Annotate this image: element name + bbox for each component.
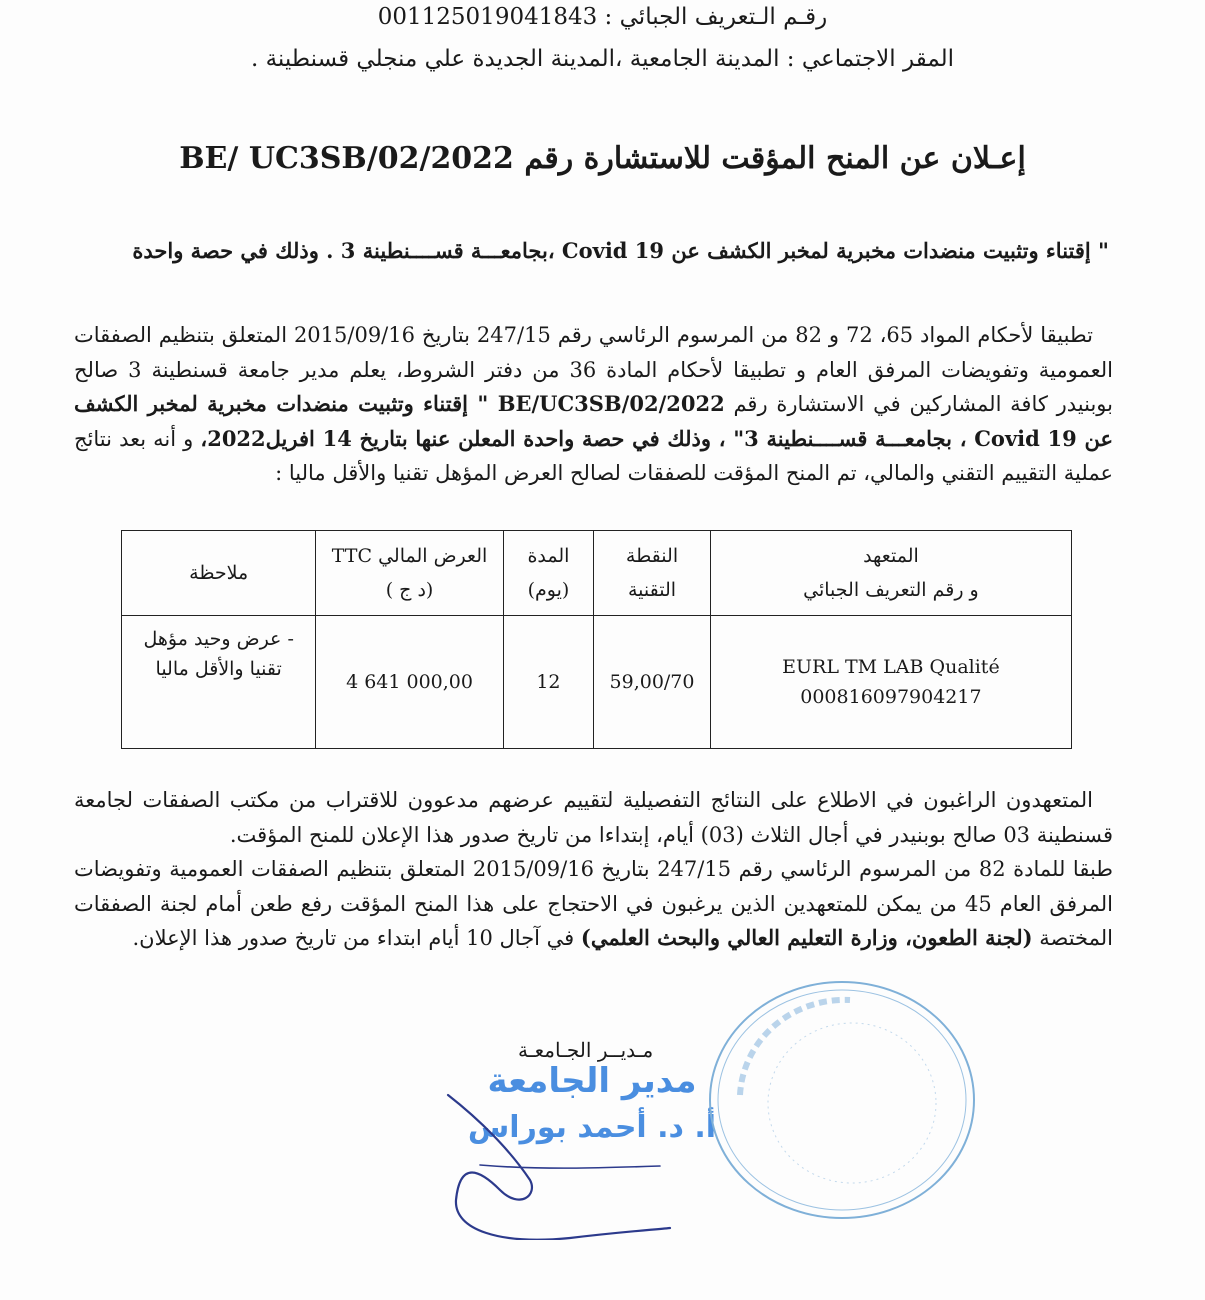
header-duration: المدة (يوم) <box>503 531 593 616</box>
appeal-committee: (لجنة الطعون، وزارة التعليم العالي والبحث العلمي) <box>580 925 1033 950</box>
header-note: ملاحظة <box>122 531 316 616</box>
paragraph-appeal: طبقا للمادة 82 من المرسوم الرئاسي رقم 247/15 بتاريخ 2015/09/16 المتعلق بتنظيم الصفقات العمومية وتفويضات المرفق العام 45 من يمكن للمتعهدين الذين يرغبون في الاحتجاج على هذا المنح المؤقت رفع طعن أمام لجنة الصفقات المختصة (لجنة الطعون، وزارة التعليم العالي والبحث العلمي) في آجال 10 أيام ابتداء من تاريخ صدور هذا الإعلان. <box>74 857 1113 950</box>
table-header-row <box>122 531 1072 616</box>
stamp-name: أ. د. أحمد بوراس <box>467 1110 717 1145</box>
header-tax-id: رقـم الـتعريف الجبائي : 001125019041843 <box>377 4 828 30</box>
stamp-title: مدير الجامعة <box>487 1061 697 1101</box>
results-table <box>121 530 1072 749</box>
bidder-name: EURL TM LAB Qualité <box>782 656 1000 678</box>
header-price: العرض المالي TTC (د ج ) <box>316 531 503 616</box>
paragraph-results-consultation: المتعهدون الراغبون في الاطلاع على النتائج التفصيلية لتقييم عرضهم مدعوون للاقتراب من مكتب الصفقات لجامعة قسنطينة 03 صالح بوبنيدر في أجال الثلاث (03) أيام، إبتداءا من تاريخ صدور هذا الإعلان للمنح المؤقت. <box>74 788 1113 847</box>
subject-line: " إقتناء وتثبيت منضدات مخبرية لمخبر الكشف عن Covid 19 ،بجامعـــة قســــنطينة 3 . وذلك في حصة واحدة <box>132 238 1109 263</box>
paragraph-1-text-end: و أنه بعد نتائج عملية التقييم التقني والمالي، تم المنح المؤقت للصفقات لصالح العرض المؤهل تقنيا والأقل ماليا : <box>74 426 1113 485</box>
cell-score: 59,00/70 <box>594 616 711 749</box>
official-seal-icon <box>700 975 980 1225</box>
handwritten-signature <box>420 1070 740 1240</box>
paragraph-award-notice <box>74 318 1113 491</box>
cell-bidder <box>710 616 1071 749</box>
cell-note: - عرض وحيد مؤهل تقنيا والأقل ماليا <box>122 616 316 749</box>
document-title: إعـلان عن المنح المؤقت للاستشارة رقم 2022/BE/ UC3SB/02 <box>179 141 1026 176</box>
header-bidder: المتعهد و رقم التعريف الجبائي <box>710 531 1071 616</box>
table-row <box>122 616 1072 749</box>
header-score: النقطة التقنية <box>594 531 711 616</box>
cell-price: 4 641 000,00 <box>316 616 503 749</box>
bidder-tax-id: 000816097904217 <box>800 686 982 708</box>
paragraph-1-bold: 2022/BE/UC3SB/02 " إقتناء وتثبيت منضدات مخبرية لمخبر الكشف عن Covid 19 ، بجامعـــة قســــنطينة 3" ، وذلك في حصة واحدة المعلن عنها بتاريخ 14 افريل2022، <box>74 391 1114 451</box>
header-address: المقر الاجتماعي : المدينة الجامعية ،المدينة الجديدة علي منجلي قسنطينة . <box>250 46 955 72</box>
signature-title: مـديــر الجـامعـة <box>518 1038 654 1062</box>
cell-duration: 12 <box>503 616 593 749</box>
paragraph-1-text: تطبيقا لأحكام المواد 65، 72 و 82 من المرسوم الرئاسي رقم 247/15 بتاريخ 2015/09/16 المتعلق بتنظيم الصفقات العمومية وتفويضات المرفق العام و تطبيقا لأحكام المادة 36 من دفتر الشروط، يعلم مدير جامعة قسنطينة 3 صالح بوبنيدر كافة المشاركين في الاستشارة رقم <box>74 323 1113 416</box>
